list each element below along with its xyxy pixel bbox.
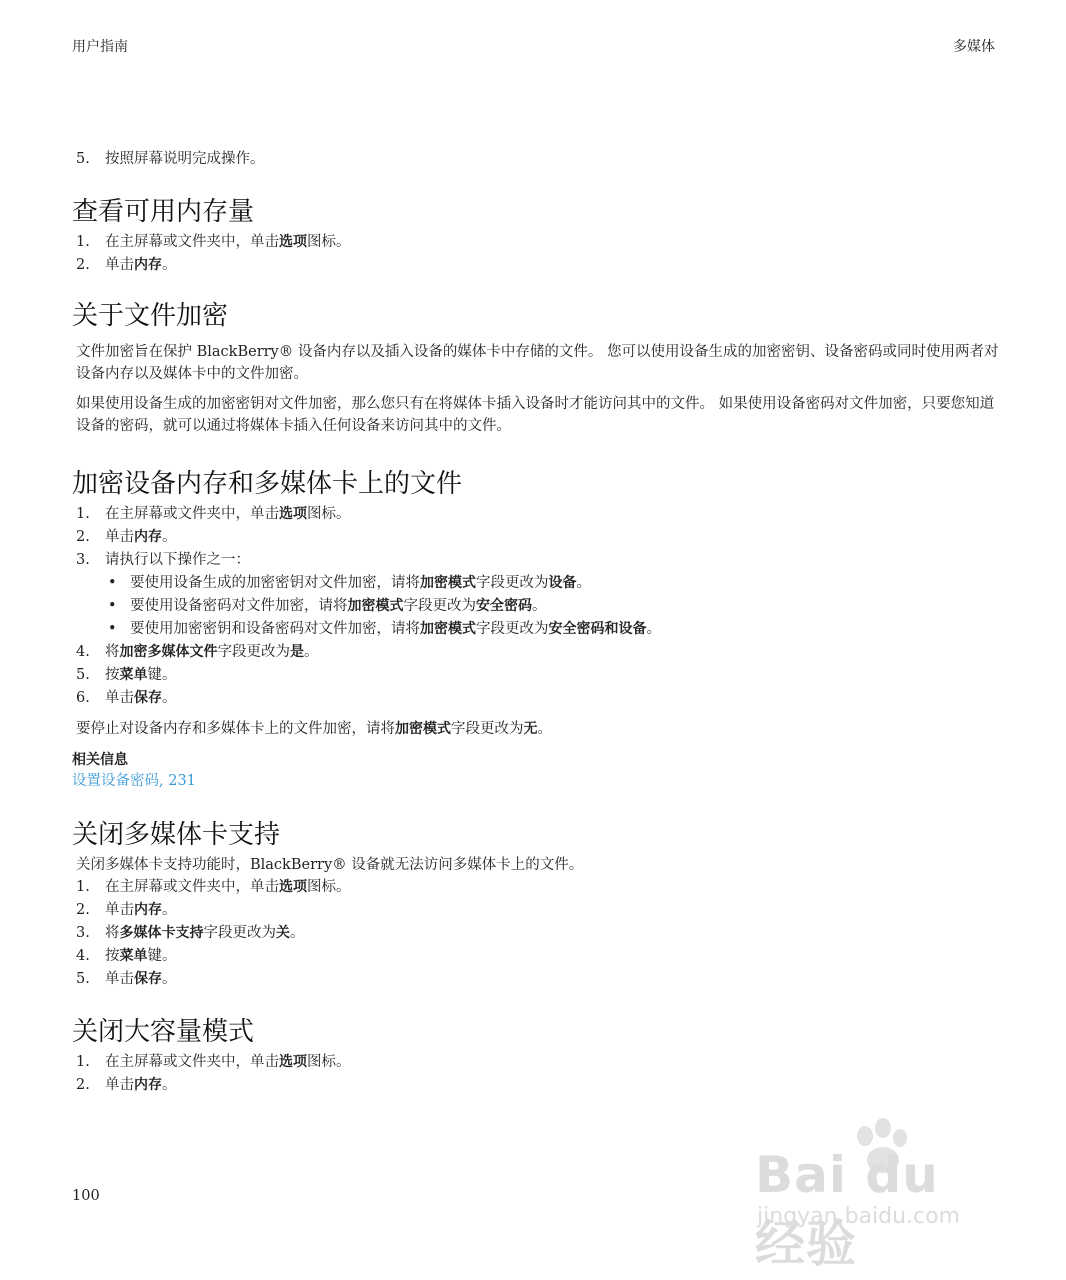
section-title-about-encryption: 关于文件加密 — [72, 301, 229, 331]
bullet-item — [72, 618, 1002, 641]
related-link[interactable]: 设置设备密码, 231 — [72, 773, 196, 789]
paragraph: 如果使用设备生成的加密密钥对文件加密，那么您只有在将媒体卡插入设备时才能访问其中的文件。 如果使用设备密码对文件加密，只要您知道设备的密码，就可以通过将媒体卡插入任何设备来访问其中的文件。 — [76, 396, 995, 434]
step-number: 2. — [76, 1077, 90, 1093]
step-text: 单击保存。 — [105, 690, 177, 706]
step-number: 3. — [76, 925, 90, 941]
baidu-watermark — [755, 1118, 1005, 1273]
step-text: 在主屏幕或文件夹中，单击选项图标。 — [105, 234, 351, 250]
list-item — [72, 876, 1002, 899]
step-text: 按菜单键。 — [105, 667, 177, 683]
step-text: 单击内存。 — [105, 257, 177, 273]
step-text: 在主屏幕或文件夹中，单击选项图标。 — [105, 506, 351, 522]
step-text: 按照屏幕说明完成操作。 — [105, 151, 265, 167]
step-number: 3. — [76, 552, 90, 568]
step-text: 将多媒体卡支持字段更改为关。 — [105, 925, 305, 941]
step-text: 请执行以下操作之一： — [105, 552, 250, 568]
step-number: 5. — [76, 151, 90, 167]
watermark-main: Bai du 经验 — [755, 1146, 939, 1273]
related-info-title: 相关信息 — [72, 752, 128, 768]
step-text: 在主屏幕或文件夹中，单击选项图标。 — [105, 879, 351, 895]
step-text: 单击保存。 — [105, 971, 177, 987]
step-number: 6. — [76, 690, 90, 706]
step-text: 将加密多媒体文件字段更改为是。 — [105, 644, 319, 660]
header-right-title: 多媒体 — [953, 39, 995, 55]
list-item — [72, 549, 1002, 572]
step-number: 4. — [76, 644, 90, 660]
page-number: 100 — [72, 1188, 100, 1204]
header-left-title: 用户指南 — [72, 39, 128, 55]
bullet-text: 要使用设备生成的加密密钥对文件加密，请将加密模式字段更改为设备。 — [130, 575, 591, 591]
bullet-dot-icon: • — [108, 598, 117, 614]
bullet-item — [72, 595, 1002, 618]
list-item — [72, 148, 1002, 171]
bullet-text: 要使用设备密码对文件加密，请将加密模式字段更改为安全密码。 — [130, 598, 547, 614]
list-item — [72, 1051, 1002, 1074]
step-number: 1. — [76, 879, 90, 895]
list-item — [72, 254, 1002, 277]
step-number: 2. — [76, 529, 90, 545]
section-title-disable-card: 关闭多媒体卡支持 — [72, 820, 281, 850]
step-number: 2. — [76, 902, 90, 918]
list-item — [72, 968, 1002, 991]
step-number: 5. — [76, 667, 90, 683]
list-item — [72, 1074, 1002, 1097]
list-item — [72, 503, 1002, 526]
paragraph: 关闭多媒体卡支持功能时，BlackBerry® 设备就无法访问多媒体卡上的文件。 — [76, 857, 584, 873]
step-text: 单击内存。 — [105, 902, 177, 918]
step-text: 按菜单键。 — [105, 948, 177, 964]
list-item — [72, 899, 1002, 922]
paragraph: 文件加密旨在保护 BlackBerry® 设备内存以及插入设备的媒体卡中存储的文件。 您可以使用设备生成的加密密钥、设备密码或同时使用两者对设备内存以及媒体卡中的文件加密。 — [76, 344, 999, 382]
list-item — [72, 664, 1002, 687]
step-number: 4. — [76, 948, 90, 964]
step-text: 单击内存。 — [105, 529, 177, 545]
paragraph-note: 要停止对设备内存和多媒体卡上的文件加密，请将加密模式字段更改为无。 — [76, 721, 552, 737]
list-item — [72, 641, 1002, 664]
step-number: 5. — [76, 971, 90, 987]
list-item — [72, 922, 1002, 945]
list-item — [72, 231, 1002, 254]
bullet-text: 要使用加密密钥和设备密码对文件加密，请将加密模式字段更改为安全密码和设备。 — [130, 621, 661, 637]
section-title-disable-mass-storage: 关闭大容量模式 — [72, 1017, 255, 1047]
list-item — [72, 526, 1002, 549]
step-number: 1. — [76, 506, 90, 522]
bullet-dot-icon: • — [108, 621, 117, 637]
step-text: 单击内存。 — [105, 1077, 177, 1093]
bullet-item — [72, 572, 1002, 595]
page-content — [72, 148, 1002, 1097]
step-number: 2. — [76, 257, 90, 273]
list-item — [72, 945, 1002, 968]
list-item — [72, 687, 1002, 710]
step-number: 1. — [76, 1054, 90, 1070]
bullet-dot-icon: • — [108, 575, 117, 591]
section-title-view-memory: 查看可用内存量 — [72, 197, 255, 227]
section-title-encrypt-files: 加密设备内存和多媒体卡上的文件 — [72, 469, 463, 499]
watermark-sub: jingyan.baidu.com — [757, 1204, 961, 1229]
step-text: 在主屏幕或文件夹中，单击选项图标。 — [105, 1054, 351, 1070]
step-number: 1. — [76, 234, 90, 250]
